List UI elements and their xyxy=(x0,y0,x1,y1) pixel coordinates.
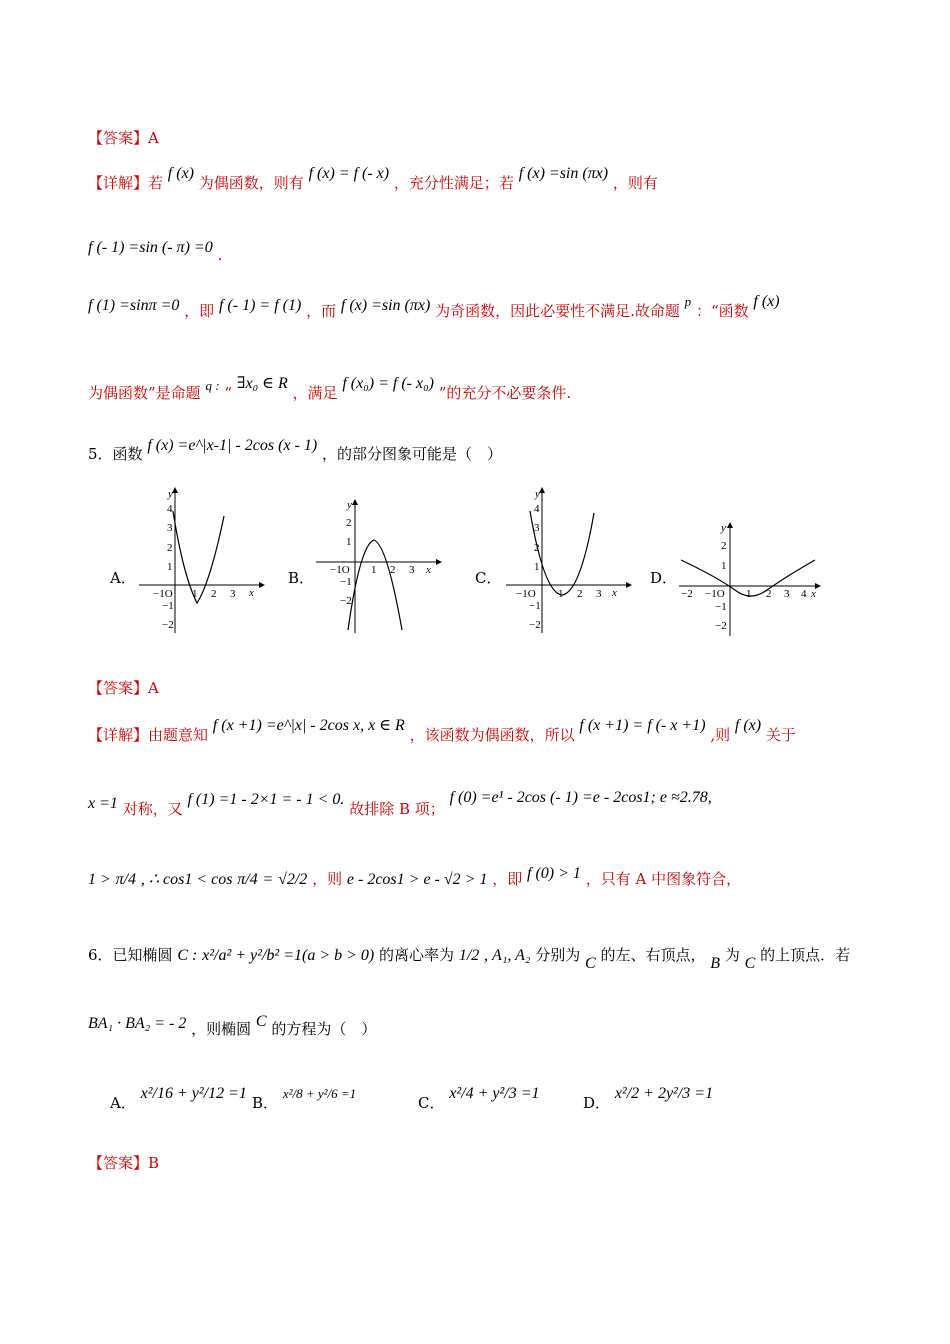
graph-option-c[interactable] xyxy=(502,483,632,638)
origin-label: −1O xyxy=(153,588,173,600)
detail-line xyxy=(88,717,796,747)
detail-text: 关于 xyxy=(765,726,796,744)
axis-label-y: y xyxy=(535,488,540,500)
answer-value: A xyxy=(148,129,159,147)
math-expr: C xyxy=(744,955,756,972)
tick-label: 2 xyxy=(346,517,352,529)
question-text: ，则椭圆 xyxy=(191,1020,252,1038)
answer-value: B xyxy=(148,1154,160,1172)
axis-label-x: x xyxy=(249,587,254,599)
math-expr: = xyxy=(262,871,274,888)
question-text: 的上顶点．若 xyxy=(760,946,851,964)
tick-label: 4 xyxy=(167,503,173,515)
axis-label-x: x xyxy=(811,588,816,600)
math-expr: , A₁, A₂ xyxy=(484,947,531,964)
tick-label: −2 xyxy=(162,619,174,631)
math-expr: f (x) xyxy=(167,165,194,182)
tick-label: −2 xyxy=(529,619,541,631)
math-expr: f (x) = f (- x) xyxy=(308,165,390,182)
axis-label-y: y xyxy=(721,522,726,534)
origin-label: −1O xyxy=(330,564,350,576)
option-label: B． xyxy=(252,1094,279,1112)
math-expr: f (- 1) = f (1) xyxy=(218,297,302,314)
option-label-d[interactable]: D． xyxy=(650,569,678,587)
math-expr: B xyxy=(710,955,721,972)
math-expr: f (0) =e¹ - 2cos (- 1) =e - 2cos1; e ≈2.78, xyxy=(449,789,712,806)
tick-label: −2 xyxy=(715,620,727,632)
graph-option-a[interactable] xyxy=(135,483,265,638)
question-number: 6．已知椭圆 xyxy=(88,946,173,964)
detail-text: . xyxy=(217,246,223,264)
detail-text: ，满足 xyxy=(292,384,338,402)
answer-value: A xyxy=(148,679,159,697)
math-expr: f (x) xyxy=(753,293,780,310)
tick-label: 2 xyxy=(167,542,173,554)
axis-label-x: x xyxy=(426,564,431,576)
tick-label: −1 xyxy=(715,601,727,613)
detail-text: ，而 xyxy=(306,302,337,320)
tick-label: 1 xyxy=(558,588,564,600)
tick-label: 4 xyxy=(534,503,540,515)
detail-text: ：“函数 xyxy=(695,302,749,320)
detail-text: ，该函数为偶函数，所以 xyxy=(409,726,575,744)
tick-label: 1 xyxy=(534,561,540,573)
axis-label-y: y xyxy=(347,499,352,511)
math-expr: f (x) xyxy=(734,717,762,734)
option-d[interactable] xyxy=(583,1082,714,1112)
fraction: √2/2 xyxy=(278,871,308,888)
math-expr: f (x₀) = f (- x₀) xyxy=(342,375,434,392)
tick-label: −1 xyxy=(340,576,352,588)
question-number: 5．函数 xyxy=(88,445,143,463)
question-text: 为 xyxy=(724,946,740,964)
detail-label: 【详解】由题意知 xyxy=(88,726,209,744)
math-expr: f (1) =sinπ =0 xyxy=(88,297,180,314)
option-equation: x²/8 + y²/6 =1 xyxy=(282,1086,357,1101)
fraction: 1/2 xyxy=(458,947,480,964)
tick-label: 2 xyxy=(721,540,727,552)
math-expr: ∃x₀ ∈ R xyxy=(236,375,288,392)
tick-label: 2 xyxy=(390,564,396,576)
math-expr: f (1) =1 - 2×1 = - 1 < 0. xyxy=(187,791,345,808)
math-expr: p xyxy=(684,294,692,309)
detail-text: ，则 xyxy=(312,870,343,888)
axis-label-y: y xyxy=(168,488,173,500)
graph-option-b[interactable] xyxy=(312,495,442,635)
tick-label: 1 xyxy=(371,564,377,576)
axis-label-x: x xyxy=(612,587,617,599)
detail-line xyxy=(88,165,658,195)
option-label-a[interactable]: A． xyxy=(110,569,136,587)
detail-label: 【详解】若 xyxy=(88,174,164,192)
tick-label: 3 xyxy=(230,588,236,600)
question-text: 的离心率为 xyxy=(379,946,455,964)
detail-text: 对称，又 xyxy=(122,800,183,818)
question-text: ，的部分图象可能是（ ） xyxy=(321,445,502,463)
detail-text: 为奇函数，因此必要性不满足.故命题 xyxy=(435,302,680,320)
math-expr: f (0) > 1 xyxy=(527,865,581,882)
tick-label: −2 xyxy=(340,595,352,607)
fraction: π/4 xyxy=(115,871,137,888)
detail-text: ，充分性满足；若 xyxy=(393,174,514,192)
math-expr: f (x) =sin (πx) xyxy=(340,297,431,314)
math-expr: x =1 xyxy=(88,795,118,812)
tick-label: 3 xyxy=(784,588,790,600)
option-equation: x²/2 + 2y²/3 =1 xyxy=(614,1085,714,1102)
tick-label: 3 xyxy=(534,522,540,534)
math-expr: x²/a² + y²/b² =1(a > b > 0) xyxy=(202,947,375,964)
math-expr: q : xyxy=(205,378,220,393)
detail-text: ，即 xyxy=(492,870,523,888)
option-a[interactable] xyxy=(110,1082,247,1112)
tick-label: 2 xyxy=(211,588,217,600)
tick-label: 3 xyxy=(167,522,173,534)
question-6-line-2 xyxy=(88,1013,377,1041)
option-label-c[interactable]: C． xyxy=(475,569,502,587)
tick-label: 2 xyxy=(534,542,540,554)
question-6 xyxy=(88,944,851,972)
tick-label: 4 xyxy=(801,588,807,600)
origin-label: −1O xyxy=(705,588,725,600)
graph-option-d[interactable] xyxy=(675,518,825,638)
option-label: D． xyxy=(583,1094,611,1112)
detail-text: 为偶函数”是命题 xyxy=(88,384,201,402)
question-text: 分别为 xyxy=(535,946,581,964)
detail-line xyxy=(88,236,223,264)
detail-text: ，则有 xyxy=(612,174,658,192)
detail-text: ,则 xyxy=(710,726,731,744)
detail-text: ”的充分不必要条件. xyxy=(438,384,572,402)
answer-label: 【答案】 xyxy=(88,1154,149,1172)
math-expr: C : xyxy=(177,947,198,964)
answer-line xyxy=(88,677,159,699)
detail-text: ，只有 A 中图象符合， xyxy=(585,870,742,888)
math-expr: f (x) =sin (πx) xyxy=(518,165,609,182)
math-expr: f (- 1) =sin (- π) =0 xyxy=(88,239,213,256)
option-label: C． xyxy=(418,1094,445,1112)
detail-line xyxy=(88,865,742,891)
tick-label: 2 xyxy=(766,588,772,600)
option-c[interactable] xyxy=(418,1082,540,1112)
detail-line xyxy=(88,375,572,405)
math-expr: f (x +1) =e^|x| - 2cos x, x ∈ R xyxy=(212,717,405,734)
option-label: A． xyxy=(110,1094,136,1112)
option-equation: x²/4 + y²/3 =1 xyxy=(449,1085,540,1102)
math-expr: 1 > xyxy=(88,871,111,888)
math-expr: f (x +1) = f (- x +1) xyxy=(579,717,706,734)
tick-label: 3 xyxy=(596,588,602,600)
tick-label: 1 xyxy=(167,561,173,573)
tick-label: −1 xyxy=(529,600,541,612)
math-expr: , ∴ cos1 < cos xyxy=(140,871,233,888)
option-label-b[interactable]: B． xyxy=(288,569,315,587)
math-expr: BA₁ · BA₂ = - 2 xyxy=(88,1015,187,1032)
tick-label: 2 xyxy=(577,588,583,600)
question-5 xyxy=(88,437,502,466)
tick-label: 3 xyxy=(409,564,415,576)
detail-text: 故排除 B 项； xyxy=(349,800,445,818)
tick-label: 1 xyxy=(346,536,352,548)
math-expr: e - 2cos1 > e - √2 > 1 xyxy=(346,871,488,888)
question-text: 的方程为（ ） xyxy=(271,1020,377,1038)
answer-line xyxy=(88,1152,159,1174)
detail-text: 为偶函数，则有 xyxy=(198,174,304,192)
answer-label: 【答案】 xyxy=(88,129,149,147)
tick-label: −2 xyxy=(681,588,693,600)
tick-label: 1 xyxy=(746,588,752,600)
detail-line xyxy=(88,789,712,821)
math-expr: f (x) =e^|x-1| - 2cos (x - 1) xyxy=(147,437,318,454)
fraction: π/4 xyxy=(237,871,258,888)
math-expr: C xyxy=(585,955,596,972)
option-equation: x²/16 + y²/12 =1 xyxy=(140,1085,247,1102)
detail-line xyxy=(88,293,780,323)
origin-label: −1O xyxy=(516,588,536,600)
tick-label: 1 xyxy=(721,560,727,572)
detail-text: “ xyxy=(224,384,232,402)
detail-text: ，即 xyxy=(184,302,215,320)
answer-label: 【答案】 xyxy=(88,679,149,697)
math-expr: C xyxy=(255,1013,267,1030)
tick-label: 1 xyxy=(192,588,198,600)
answer-line xyxy=(88,127,159,149)
tick-label: −1 xyxy=(162,600,174,612)
option-b[interactable] xyxy=(252,1082,357,1112)
question-text: 的左、右顶点， xyxy=(600,946,706,964)
